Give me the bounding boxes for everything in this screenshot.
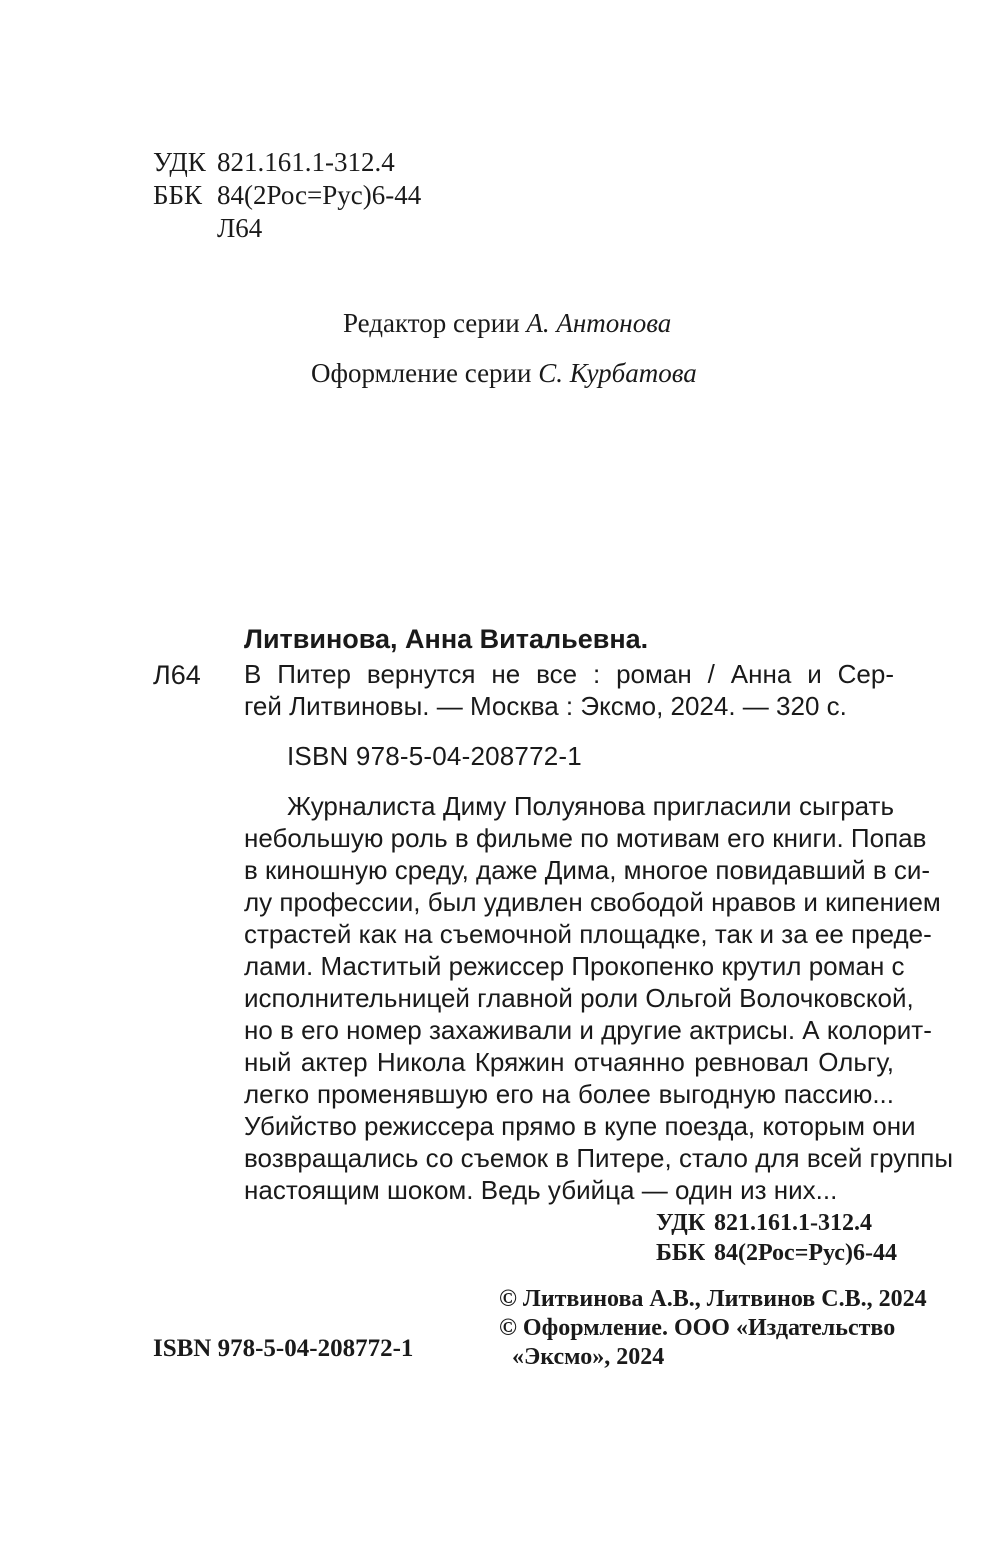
catalog-title-line: В Питер вернутся не все : роман / Анна и Сер- [244,659,894,689]
annotation-line: небольшую роль в фильме по мотивам его книги. Попав [244,823,927,853]
footer-isbn: ISBN 978-5-04-208772-1 [153,1335,414,1362]
card-bbk-row [656,1238,897,1268]
series-editor [343,308,671,339]
card-udk-row [656,1208,872,1238]
annotation-line: лами. Маститый режиссер Прокопенко крутил роман с [244,951,905,981]
bbk-label: ББК [153,180,203,210]
card-bbk-value: 84(2Рос=Рус)6-44 [714,1240,897,1266]
annotation-line: ный актер Никола Кряжин отчаянно ревновал Ольгу, [244,1047,894,1077]
catalog-author: Литвинова, Анна Витальевна. [244,624,649,654]
series-design-prefix: Оформление серии [311,358,532,388]
card-udk-label: УДК [656,1210,706,1236]
catalog-isbn: ISBN 978-5-04-208772-1 [287,741,582,771]
annotation-line: легко променявшую его на более выгодную пассию... [244,1079,894,1109]
udk-value: 821.161.1-312.4 [217,147,395,177]
series-design [311,358,697,389]
card-bbk-label: ББК [656,1240,706,1266]
copyright-line: © Литвинова А.В., Литвинов С.В., 2024 [499,1286,927,1312]
bbk-row [153,179,421,212]
bbk-value: 84(2Рос=Рус)6-44 [217,180,422,210]
copyright-line: «Эксмо», 2024 [512,1344,665,1370]
udk-label: УДК [153,147,206,177]
annotation-line: возвращались со съемок в Питере, стало для всей группы [244,1143,954,1173]
annotation-line: исполнительницей главной роли Ольгой Волочковской, [244,983,914,1013]
annotation-line: Убийство режиссера прямо в купе поезда, которым они [244,1111,916,1141]
annotation-line: но в его номер захаживали и другие актрисы. А колорит- [244,1015,932,1045]
card-udk-value: 821.161.1-312.4 [714,1210,872,1236]
annotation-line: в киношную среду, даже Дима, многое повидавший в си- [244,855,931,885]
catalog-title-line: гей Литвиновы. — Москва : Эксмо, 2024. — 320 с. [244,691,847,721]
annotation-line: страстей как на съемочной площадке, так и за ее преде- [244,919,932,949]
copyright-line: © Оформление. ООО «Издательство [499,1315,896,1341]
author-mark: Л64 [217,213,263,243]
annotation-line: Журналиста Диму Полуянова пригласили сыграть [287,791,894,821]
series-editor-prefix: Редактор серии [343,308,520,338]
series-editor-name: А. Антонова [526,308,672,338]
udk-row [153,146,395,179]
annotation-line: настоящим шоком. Ведь убийца — один из них... [244,1175,838,1205]
series-design-name: С. Курбатова [538,358,697,388]
catalog-code: Л64 [153,660,201,690]
annotation-line: лу профессии, был удивлен свободой нравов и кипением [244,887,941,917]
